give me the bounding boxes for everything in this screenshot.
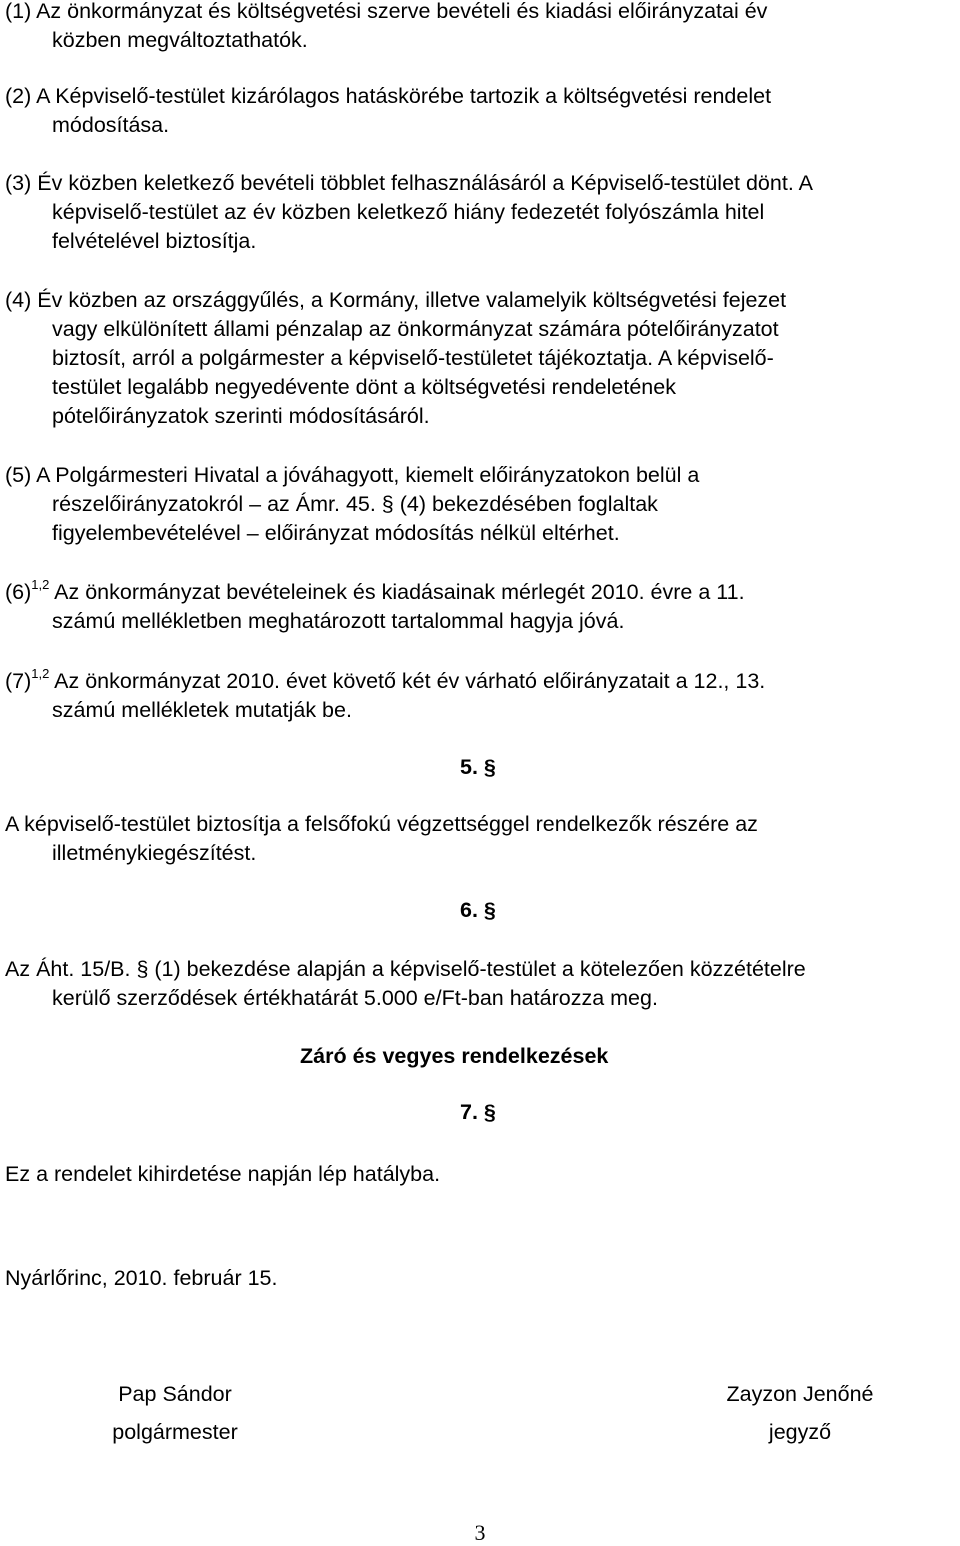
paragraph-line: (5) A Polgármesteri Hivatal a jóváhagyott, kiemelt előirányzatokon belül a [5,463,700,487]
paragraph-3 [5,169,935,256]
paragraph-line: kerülő szerződések értékhatárát 5.000 e/Ft-ban határozza meg. [52,986,658,1010]
signature-mayor [75,1375,275,1451]
paragraph-line: (4) Év közben az országgyűlés, a Kormány, illetve valamelyik költségvetési fejezet [5,288,787,312]
section-5-heading: 5. § [460,755,496,779]
place-date: Nyárlőrinc, 2010. február 15. [5,1266,278,1290]
closing-provisions-title: Záró és vegyes rendelkezések [300,1044,609,1068]
signer-name: Zayzon Jenőné [726,1382,874,1406]
section-6-text [5,955,935,1013]
paragraph-line: számú mellékletek mutatják be. [52,698,352,722]
paragraph-line: pótelőirányzatok szerinti módosításáról. [52,404,430,428]
signature-notary [690,1375,910,1451]
paragraph-line: Az önkormányzat 2010. évet követő két év várható előirányzatait a 12., 13. [49,669,766,693]
paragraph-number: (6) [5,580,32,604]
paragraph-line: közben megváltoztathatók. [52,28,308,52]
paragraph-line: Az önkormányzat bevételeinek és kiadásainak mérlegét 2010. évre a 11. [49,580,745,604]
signer-title: jegyző [768,1420,832,1444]
section-7-heading: 7. § [460,1100,496,1124]
paragraph-2 [5,82,935,140]
section-7-text: Ez a rendelet kihirdetése napján lép hatályba. [5,1162,441,1186]
paragraph-4 [5,286,935,431]
paragraph-line: módosítása. [52,113,170,137]
signer-title: polgármester [112,1420,238,1444]
paragraph-7 [5,667,935,725]
paragraph-number: (7) [5,669,32,693]
footnote-ref: 1,2 [31,576,50,592]
paragraph-line: Az Áht. 15/B. § (1) bekezdése alapján a képviselő-testület a kötelezően közzétételre [5,957,806,981]
paragraph-line: képviselő-testület az év közben keletkező hiány fedezetét folyószámla hitel [52,200,765,224]
paragraph-line: figyelembevételével – előirányzat módosítás nélkül eltérhet. [52,521,620,545]
paragraph-line: (1) Az önkormányzat és költségvetési szerve bevételi és kiadási előirányzatai év [5,0,768,23]
paragraph-1 [5,0,935,55]
paragraph-line: részelőirányzatokról – az Ámr. 45. § (4) bekezdésében foglaltak [52,492,658,516]
paragraph-line: A képviselő-testület biztosítja a felsőfokú végzettséggel rendelkezők részére az [5,812,758,836]
paragraph-5 [5,461,935,548]
section-6-heading: 6. § [460,898,496,922]
paragraph-line: illetménykiegészítést. [52,841,257,865]
footnote-ref: 1,2 [31,665,50,681]
paragraph-line: (2) A Képviselő-testület kizárólagos hatáskörébe tartozik a költségvetési rendelet [5,84,772,108]
paragraph-line: (3) Év közben keletkező bevételi többlet felhasználásáról a Képviselő-testület dönt. A [5,171,813,195]
paragraph-6 [5,578,935,636]
paragraph-line: biztosít, arról a polgármester a képviselő-testületet tájékoztatja. A képviselő- [52,346,774,370]
section-5-text [5,810,935,868]
paragraph-line: felvételével biztosítja. [52,229,257,253]
paragraph-line: testület legalább negyedévente dönt a költségvetési rendeletének [52,375,676,399]
paragraph-line: számú mellékletben meghatározott tartalommal hagyja jóvá. [52,609,625,633]
signer-name: Pap Sándor [118,1382,232,1406]
page-number: 3 [474,1520,486,1545]
paragraph-line: vagy elkülönített állami pénzalap az önkormányzat számára pótelőirányzatot [52,317,779,341]
